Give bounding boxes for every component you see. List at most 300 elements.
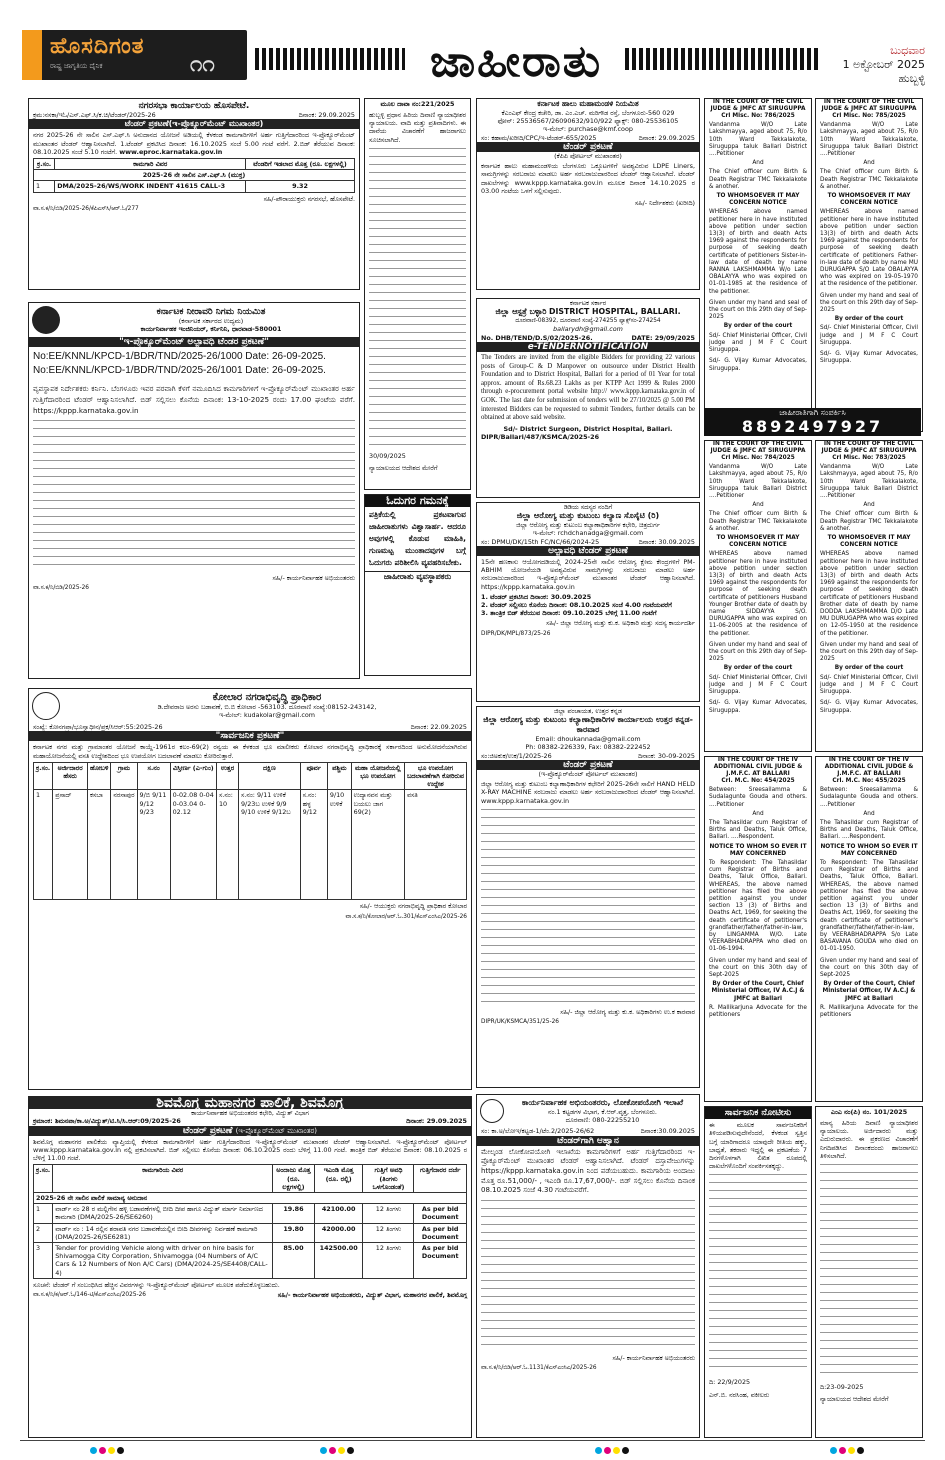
table-row [34,1204,467,1223]
ad-address: ಡಿ.ದೇವರಾಜ ಅರಸು ಬಡಾವಣೆ, ಬಿ.ಬಿ ಕೋಲಾರ -563103. ದೂರವಾಣಿ ಸಂಖ್ಯೆ:08152-243142, [157,702,377,711]
ad-body-continued [369,148,466,448]
ad-footer-row [29,1291,471,1299]
table-cell: ಸ.ನಂ: ಹಳ್ಳ 9/12 [300,790,327,900]
table-header: ಗುತ್ತಿಗೆದಾರರ ದರ್ಜೆ [414,1165,467,1193]
ad-date: ದಿನಾಂಕ:30.09.2025 [640,1127,695,1136]
table-header: ಕ್ರ.ಸಂ. [34,1165,53,1193]
ad-ref: ಸಂ: ಕಹಾಮ/ಖರೀದಿ/CPC/ಇ-ಟೆಂಡರ್-655/2025 [481,133,597,142]
black-dot-icon [622,1447,629,1454]
ad-sub: ಕಾರ್ಯನಿರ್ವಾಹಕ ಅಭಿಯಂತರರ ಕಛೇರಿ, ವಿದ್ಯುತ್ ವಿಭಾಗ [191,1109,309,1118]
parties: Vandanma W/O Late Lakshmayya, aged about 75, R/o 10th Ward Tekkalakote, Siruguppa taluk Ballari District ....Petitioner [820,122,918,158]
table-header: ಗ್ರಾಮ [111,762,137,790]
ad-email: ಇ-ಮೇಲ್: kudakolar@gmail.com [218,711,316,719]
parties: Vandanma W/O Late Lakshmayya, aged about 75, R/o 10th Ward Tekkalakote, Siruguppa taluk Ballari District ....Petitioner [709,122,807,158]
order-label: By order of the court [723,665,793,672]
table-cell: 12 ತಿಂಗಳು [363,1223,414,1242]
notice-date: Given under my hand and seal of the court on this 30th day of Sept-2025 [709,957,807,979]
table-row [34,1243,467,1279]
ad-table-wrap [29,158,359,193]
ad-hospet-municipal [28,98,360,290]
ad-footer: ವಾ.ಸ.ಕ/ನಿ/ಬಿಡಿ/2025-26/ಕೆಪಿಎಸ್‌ಸಿ/ಆರ್.ಓ/277 [33,205,139,212]
logo-tagline: ರಾಷ್ಟ್ರ ಜಾಗೃತಿಯ ದೈನಿಕ [50,62,103,70]
table-header: ವಿಸ್ತೀರ್ಣ (ಎ-ಗುಂ) [170,762,216,790]
and-label: And [863,160,875,167]
ad-email: ballarydh@gmail.com [553,325,623,334]
table-cell: Tender for providing Vehicle along with driver on hire basis for Shivamogga City Corporation, Shivamogga (04 Numbers of A/C Cars & 12 Numbers of Non A/C Cars) (DMA/2024-25/SE4408/CALL-4) [53,1243,273,1279]
ad-title: ಕರ್ನಾಟಕ ಹಾಲು ಮಹಾಮಂಡಳಿ ನಿಯಮಿತ [537,99,639,108]
ad-body: ಈ ಮೂಲಕ ಸಾರ್ವಜನಿಕರಿಗೆ ತಿಳಿಯಪಡಿಸುವುದೇನೆಂದರೆ, ಕೆಳಕಂಡ ಸ್ವತ್ತಿನ ಬಗ್ಗೆ ಯಾರಿಗಾದರೂ ಯಾವುದೇ ರೀತಿಯ ಹಕ್ಕು, ಬಾಧ್ಯತೆ, ತಕರಾರು ಇದ್ದಲ್ಲಿ ಈ ಪ್ರಕಟಣೆಯ 7 ದಿನಗಳೊಳಗಾಗಿ ಲಿಖಿತ ರೂಪದಲ್ಲಿ ದಾಖಲೆಗಳೊಂದಿಗೆ ಸಂಪರ್ಕಿಸತಕ್ಕದ್ದು. [709,1121,807,1171]
table-header: ಅರ್ಜಿದಾರರ ಹೆಸರು [53,762,88,790]
table-header: ಮಹಾ ಯೋಜನೆಯಲ್ಲಿ ಭೂ ಉಪಯೋಗ [351,762,404,790]
notice-body: WHEREAS above named petitioner here in have instituted above petition under section 13(3) of birth and death Acts 1969 against the respondents for purpose of seeking death certificate of petitioners Husband Brother date of death by name DODDA LAKSHMAMMA D/O Late MU DURUGAPPA who was expired on 12-05-1950 at the residence of the petitioner. [820,551,918,637]
ad-table [33,762,467,901]
page-title: ಜಾಹೀರಾತು [430,36,603,87]
table-cell: 42000.00 [314,1223,363,1242]
ad-header-row [29,303,359,337]
table-section: 2025-26 ನೇ ಸಾಲಿನ ಎಸ್.ಎಫ್.ಸಿ (ಮುಕ್ತ) [34,170,355,181]
ad-ballari-hospital [476,298,700,498]
table-cell: ಉದ್ಯಾನವನ ಮತ್ತು ಬಯಲು ಜಾಗ 69(2) [351,790,404,900]
ad-items [477,593,699,618]
magenta-dot-icon [99,1447,106,1454]
readers-notice-title: ಓದುಗರ ಗಮನಕ್ಕೆ [365,495,470,507]
ad-bar: ಟೆಂಡರ್ ಪ್ರಕಟಣೆ [477,142,699,152]
ad-footer: DIPR/UK/KSMCA/351/25-26 [481,1019,559,1026]
and-label: And [863,810,875,817]
ad-ref: ಸಂಖ್ಯೆ: ಕೋನಗಪ್ರಾ/ಭೂಸ್ವಾಧೀನ/ಪ್ರಕ/ಸಿಆರ್:55:2025-26 [33,723,163,731]
ad-title: ಜಿಲ್ಲಾ ಆಸ್ಪತ್ರೆ ಬಳ್ಳಾರಿ DISTRICT HOSPITAL, BALLARI. [495,307,681,317]
ad-sign: ಸಹಿ/-ಪೌರಾಯುಕ್ತರು ನಗರಸಭೆ, ಹೊಸಪೇಟೆ. [263,194,355,203]
court-notice [704,440,812,752]
respondent: The Tahasildar cum Registrar of Births and Deaths, Taluk Office, Ballari. ....Respondent. [709,820,807,841]
ad-phone: Ph: 08382-226339, Fax: 08382-222452 [525,743,651,752]
ad-email: Email: dhoukannada@gmail.com [535,735,641,744]
ad-ref: ಕ್ರಮ:ನಸಕಾ/ಇಓ/ಎಸ್.ಎಫ್.ಸಿ/ಕ.ಚಿ/ಟೆಂಡರ್/2025-26 [33,111,156,119]
table-header: ಗುತ್ತಿಗೆ ಅವಧಿ (ತಿಂಗಳು ಒಳಗೊಂಡಂತೆ) [363,1165,414,1193]
ad-gov: ಕರ್ನಾಟಕ ಸರ್ಕಾರ [569,299,607,307]
table-cell: ಕಸಬಾ [87,790,110,900]
table-header: ಹೋಬಳಿ [87,762,110,790]
court-notice [815,756,923,1102]
respondent: The Chief officer cum Birth & Death Registrar TMC Tekkalakote & another. [709,169,807,190]
ad-ref: ಸಂ:ಜಿಅಕುಕ/ಉಕ/1/2025-26 [481,751,552,760]
ad-sign: ಸಹಿ/- ಜಿಲ್ಲಾ ಆರೋಗ್ಯ ಮತ್ತು ಕು.ಕ. ಅಧಿಕಾರಿಗಳು ಉ.ಕ ಕಾರವಾರ [560,1007,695,1016]
and-label: And [863,502,875,509]
table-cell: 85.00 [273,1243,315,1279]
ad-sign: ಸಹಿ/- ಕಾರ್ಯನಿರ್ವಾಹಕ ಅಭಿಯಂತರರು [612,1353,695,1362]
notice-body: To Respondent: The Tahasildar cum Registrar of Births and Deaths, Taluk Office, Ballari. WHEREAS, the above named petitioner has filed the above petition against you under section 13 (3) of Births and Deaths Act, 1969, for seeking the death certificate of petitioner's grandfather/father/father-in-law, by LINGAMMA W/O. Late VEERABHADRAPPA who died on 01-06-1994. [709,860,807,953]
ad-kmf [476,98,700,290]
ad-body: ಕರ್ನಾಟಕ ಹಾಲು ಮಹಾಮಂಡಳಿಯ ಬೆಂಗಳೂರು ಒಕ್ಕೂಟಗಳಿಗೆ ಅವಶ್ಯವಿರುವ LDPE Liners, ಸಾಮಗ್ರಿಗಳನ್ನು ಸರಬರಾಜು ಮಾಡಲು ಅರ್ಹ ಸರಬರಾಜುದಾರರಿಂದ ಟೆಂಡರ್ ಆಹ್ವಾನಿಸಲಾಗಿದೆ. ಟೆಂಡರ್ ದಾಖಲೆಗಳನ್ನು www.kppp.karnataka.gov.in ಮೂಲಕ ದಿನಾಂಕ 14.10.2025 ರ 03.00 ಗಂಟೆಯ ಒಳಗೆ ಸಲ್ಲಿಸುವುದು. [481,162,695,195]
ad-sign: ನ್ಯಾಯಾಲಯದ ಆದೇಶದ ಮೇರೆಗೆ [820,1395,889,1404]
ad-health-uttara-kannada [476,706,700,1088]
ad-body-text: ನಗರ 2025-26 ನೇ ಸಾಲಿನ ಎಸ್.ಎಫ್.ಸಿ ಅನುದಾನದ ಯೋಜನೆ ಅಡಿಯಲ್ಲಿ ಕೆಳಕಂಡ ಕಾಮಗಾರಿಗಳಿಗೆ ಅರ್ಹ ಗುತ್ತಿಗೆದಾರರಿಂದ ಇ-ಪ್ರೊಕ್ಯೂರ್‌ಮೆಂಟ್ ಮುಖಾಂತರ ಟೆಂಡರ್ ಆಹ್ವಾನಿಸಲಾಗಿದೆ. 1.ಟೆಂಡರ್ ಪ್ರಕಟಿಸಿದ ದಿನಾಂಕ: 16.10.2025 ಸಂಜೆ 5.00 ಗಂಟೆ ವರೆಗೆ. 2.ಬಿಡ್ ತೆರೆಯುವ ದಿನಾಂಕ: 08.10.2025 ಸಂಜೆ 5.10 ಗಂಟೆಗೆ. [33,131,355,156]
emblem-icon [480,1099,504,1123]
cyan-dot-icon [595,1447,602,1454]
table-cell: 9/10 ಉಳಿಕೆ [327,790,351,900]
case-number: Crl Misc. No: 784/2025 [721,455,795,461]
table-header: ಕ್ರ.ಸಂ. [34,762,53,790]
case-number: Crl Misc. No: 786/2025 [721,113,795,119]
ad-footer: DIPR/Ballari/487/KSMCA/2025-26 [481,432,600,441]
ad-header: ಜಿಲ್ಲಾ ಪಂಚಾಯತ, ಉತ್ತರ ಕನ್ನಡ [554,707,622,715]
yellow-dot-icon [108,1447,115,1454]
and-label: And [752,502,764,509]
table-header: ಪೂರ್ವ [300,762,327,790]
notice-date: Given under my hand and seal of the court on this 30th day of Sept-2025 [820,957,918,979]
ad-court-notice [815,1106,923,1438]
ad-body-text: ವ್ಯವಸ್ಥಾಪಕ ನಿರ್ದೇಶಕರು ಕರ್ನಿನಿ. ಬೆಂಗಳೂರು ಇವರ ಪರವಾಗಿ ಕೆಳಗೆ ನಮೂದಿಸಿದ ಕಾಮಗಾರಿಗಳಿಗೆ ಇ-ಪ್ರೊಕ್ಯೂರ್‌ಮೆಂಟ್ ಮುಖಾಂತರ ಅರ್ಹ ಗುತ್ತಿಗೆದಾರರಿಂದ ಟೆಂಡರ್ ಆಹ್ವಾನಿಸಲಾಗಿದೆ. ಬಿಡ್ ಸಲ್ಲಿಸಲು ಕೊನೆಯ ದಿನಾಂಕ: 13-10-2025 ರಂದು 17.00 ಘಂಟೆಯ ವರೆಗೆ. [33,384,355,405]
ad-body-continued [709,1174,807,1374]
ad-pwd [476,1094,700,1438]
notice-body: WHEREAS above named petitioner here in have instituted above petition under section 13(3) of birth and death Acts 1969 against the respondents for purpose of seeking death certificate of petitioners Father-in-law date of death by name MU DURUGAPPA S/O Late OBALAYYA who was expired on 19-05-1970 at the residence of the petitioner. [820,209,918,288]
ad-bar: ಟೆಂಡರ್ ಪ್ರಕಟಣೆ [477,760,699,770]
ad-phone: ದೂರವಾಣಿ-08392, ದೂರವಾಣಿ ಸಂಖ್ಯೆ-274255 ಫ್ಯಾಕ್ಸ್‌ಸಂ-274254 [515,318,661,325]
notice-date: Given under my hand and seal of the court on this 29th day of Sep-2025 [709,299,807,321]
notice-date: Given under my hand and seal of the court on this 29th day of Sep-2025 [709,641,807,663]
table-cell: 1 [34,181,55,192]
notice-date: Given under my hand and seal of the court on this 29th day of Sep-2025 [820,292,918,314]
ad-ref: ಕ್ರಮಾಂಕ: ಶಿಮನಪಾ/ಕಾ.ಅ/ವಿದ್ಯುತ್/ಟಿ.ಸಿ/ಸಿ.ಆರ್:09/2025-26 [33,1117,181,1126]
logo-name: ಹೊಸದಿಗಂತ [50,34,145,59]
respondent: The Chief officer cum Birth & Death Registrar TMC Tekkalakote & another. [820,169,918,190]
table-cell: 19.80 [273,1223,315,1242]
parties: Vandanma W/O Late Lakshmayya, aged about 75, R/o 10th Ward Tekkalakote, Siruguppa taluk Ballari District ....Petitioner [709,464,807,500]
respondent: The Chief officer cum Birth & Death Registrar TMC Tekkalakote & another. [820,511,918,532]
ad-court-notice [364,98,471,490]
ad-ref: No. DHB/TEND/D.S/02/2025-26. [481,333,593,342]
ad-bar: ಟೆಂಡರ್ ಪ್ರಕಟಣೆ(ಇ-ಪ್ರೊಕ್ಯೂರ್‌ಮೆಂಟ್ ಮುಖಾಂತರ) [29,119,359,129]
ad-sign: ಸಹಿ/- ಆಯುಕ್ತರು ನಗರಾಭಿವೃದ್ಧಿ ಪ್ರಾಧಿಕಾರ ಕೋಲಾರ [359,902,467,911]
ad-body-continued [33,420,355,570]
cmyk-marks [320,1447,354,1454]
ad-sub: (ಕೆಪಿಪಿ ಪೋರ್ಟಲ್ ಮುಖಾಂತರ) [554,152,622,161]
order-label: By order of the court [834,316,904,323]
parties: Between: Sreesailamma & Sudalagunte Gouda and others. ....Petitioner [820,787,918,808]
ad-shivamogga [28,1096,472,1438]
ad-body: ಮಾನ್ಯ ಹಿರಿಯ ದಿವಾಣಿ ನ್ಯಾಯಾಧೀಶರ ನ್ಯಾಯಾಲಯ. ಅರ್ಜಿದಾರರು ಮತ್ತು ಎದುರುದಾರರು. ಈ ಪ್ರಕರಣದ ವಿಚಾರಣೆಗೆ ನಿಗದಿಪಡಿಸಿದ ದಿನಾಂಕದಂದು ಹಾಜರಾಗಲು ತಿಳಿಸಲಾಗಿದೆ. [820,1119,918,1160]
and-label: And [752,160,764,167]
ad-kpcl [28,302,360,679]
ad-bar-text: ಟೆಂಡರ್ ಪ್ರಕಟಣೆ [183,1125,233,1136]
court-notice [704,756,812,1102]
ad-title: ಸಾರ್ವಜನಿಕ ನೋಟೀಸು [705,1107,811,1119]
notice-body: To Respondent: The Tahasildar cum Registrar of Births and Deaths, Taluk Office, Ballari. WHEREAS, the above named petitioner has filed the above petition against you under section 13 (3) of Births and Deaths Act, 1969, for seeking the death certificate of petitioner's grandfather/father/father-in-law, by VEERABHADRAPPA S/o Late BASAVANA GOUDA who died on 01-01-1950. [820,860,918,953]
ad-table-wrap [29,762,471,901]
cmyk-marks [90,1447,124,1454]
ad-sign: Sd/- District Surgeon, District Hospital, Ballari. [503,424,673,433]
ad-ref-row [477,1127,699,1135]
yellow-dot-icon [613,1447,620,1454]
notice-title: TO WHOMSOEVER IT MAY CONCERN NOTICE [827,535,911,549]
respondent: The Chief officer cum Birth & Death Registrar TMC Tekkalakote & another. [709,511,807,532]
ad-body [29,129,359,158]
ad-ref-row [477,334,699,342]
advocate: Sd/- G. Vijay Kumar Advocates, Siruguppa. [820,351,918,365]
notice-title: TO WHOMSOEVER IT MAY CONCERN NOTICE [716,535,800,549]
ad-sign: ಸಹಿ/- ಜಿಲ್ಲಾ ಆರೋಗ್ಯ ಮತ್ತು ಕು.ಕ. ಅಧಿಕಾರಿ ಮತ್ತು ಸದಸ್ಯ ಕಾರ್ಯದರ್ಶಿ [546,619,695,628]
table-header: ಭೂ ಉಪಯೋಗ ಬದಲಾವಣೆಗಾಗಿ ಕೋರಿರುವ ಉದ್ದೇಶ [404,762,466,790]
table-row [34,1223,467,1242]
table-cell: ವಾರ್ಡ್ ನಂ : 14 ರಲ್ಲಿನ ಶರಾವತಿ ನಗರ ಬಡಾವಣೆಯಲ್ಲಿನ ಬೀದಿ ದೀಪಗಳನ್ನು ನಿರ್ವಹಣೆ ಕಾಮಗಾರಿ (DMA/2025-26/SE6281) [53,1223,273,1242]
ad-title: ಕಾರ್ಯನಿರ್ವಾಹಕ ಅಭಿಯಂತರರು, ಲೋಕೋಪಯೋಗಿ ಇಲಾಖೆ [521,1098,684,1107]
table-cell: ಸ.ನಂ: 10 [216,790,238,900]
table-cell: 12 ತಿಂಗಳು [363,1204,414,1223]
ad-sign: ಸಹಿ/- ಕಾರ್ಯನಿರ್ವಾಹಕ ಅಭಿಯಂತರರು [272,574,355,583]
table-cell: 19.86 [273,1204,315,1223]
ad-date: ದಿನಾಂಕ: 30-09-2025 [638,751,695,760]
ad-date: ದಿ: 22/9/2025 [709,1378,751,1387]
advocate: Sd/- G. Vijay Kumar Advocates, Siruguppa. [820,700,918,714]
case-number: Crl. M.C. No: 454/2025 [721,778,795,784]
list-item: 3. ತಾಂತ್ರಿಕ ಬಿಡ್ ತೆರೆಯುವ ದಿನಾಂಕ: 09.10.2025 ಬೆಳಿಗ್ಗೆ 11.00 ಗಂಟೆಗೆ [481,609,657,618]
table-cell: 1 [34,790,53,900]
ad-body [29,381,359,418]
notice-date: Given under my hand and seal of the court on this 29th day of Sep-2025 [820,641,918,663]
advocate: Sd/- G. Vijay Kumar Advocates, Siruguppa. [709,358,807,372]
ad-sub: (ಇ-ಪ್ರೊಕ್ಯೂರ್‌ಮೆಂಟ್ ಪೋರ್ಟಲ್ ಮುಖಾಂತರ) [538,770,638,779]
ad-ref: ಸಂ: ಕಾ.ಅ/ಲೋಇ/ಕಟ್ಟಡ-1/ಟೆಂ.2/2025-26/62 [481,1127,595,1136]
court-name: IN THE COURT OF THE CIVIL JUDGE & JMFC AT SIRUGUPPA [710,441,806,454]
table-cell: 42100.00 [314,1204,363,1223]
ad-ref-row [29,111,359,119]
ad-bar-sub: (ಇ-ಪ್ರೊಕ್ಯೂರ್‌ಮೆಂಟ್ ಮುಖಾಂತರ) [235,1126,317,1135]
court-name: IN THE COURT OF THE CIVIL JUDGE & JMFC AT SIRUGUPPA [821,441,917,454]
and-label: And [752,810,764,817]
court-notice [704,98,812,432]
table-cell: ಪ್ರಸಾದ್ [53,790,88,900]
ad-sign: ಎನ್.ಬಿ. ನರಸಿಂಹ, ವಕೀಲರು [709,1390,770,1399]
ad-footer: ವಾ.ಸ.ಕ/ನಿ/ಕ/ಆರ್.ಓ/146-ಟಿ/ಕೆಎಸ್‌ಎಂಸಿಎ/2025-26 [33,1292,146,1299]
cyan-dot-icon [320,1447,327,1454]
ad-body-continued [820,1164,918,1379]
ad-title: ನಗರಸಭಾ ಕಾರ್ಯಾಲಯ ಹೊಸಪೇಟೆ. [138,101,250,111]
table-cell: As per bid Document [414,1204,467,1223]
court-name: IN THE COURT OF THE CIVIL JUDGE & JMFC AT SIRUGUPPA [821,99,917,112]
table-cell: ವಾರ್ಡ್ ನಂ 28 ರ ಮಲ್ಲಿಗೇನ ಹಳ್ಳಿ ಬಡಾವಣೆಗಳಲ್ಲಿ ಬೀದಿ ದೀಪ ಹಾಗೂ ವಿದ್ಯುತ್ ಮಾರ್ಗ ನಿರ್ಮಾಣದ ಕಾಮಗಾರಿ (DMA/2025-26/SE6260) [53,1204,273,1223]
footer-rule [20,1440,925,1441]
ad-header: ಡಿಡಿಯ ಸದಸ್ಯರ ನಂದಿಗೆ [563,503,613,511]
readers-notice-body: ಪತ್ರಿಕೆಯಲ್ಲಿ ಪ್ರಕಟವಾಗುವ ಜಾಹೀರಾತುಗಳು ವಿಶ್ವಾಸಾರ್ಹ. ಆದರೂ ಅವುಗಳಲ್ಲಿ ಕೊಡುವ ಮಾಹಿತಿ, ಗುಣಮಟ್ಟ ಮುಂತಾದವುಗಳ ಬಗ್ಗೆ ಓದುಗರು ಪರಿಶೀಲಿಸಿ ವ್ಯವಹರಿಸಬೇಕು. [369,510,466,568]
ad-email: ಇ-ಮೇಲ್: purchase@kmf.coop [543,125,633,134]
ad-date: ದಿನಾಂಕ: 29.09.2025 [406,1117,467,1126]
ad-body-continued [481,809,695,1004]
logo-accent [22,30,42,80]
notice-body: WHEREAS above named petitioner here in have instituted above petition under section 13(3) of birth and death Acts 1969 against the respondents for purpose of seeking death certificate of petitioners Sister-in-law date of death by name RANNA LAKSHMAMMA W/o Late OBALAYYA who was expired on 01-01-1985 at the residence of the petitioner. [709,209,807,295]
ad-table [33,158,355,193]
ad-kolar [28,688,472,1090]
table-cell: As per bid Document [414,1223,467,1242]
ad-ref: ಸಂ: DPMU/DK/15th FC/NC/66/2024-25 [481,537,600,546]
ad-bar [29,1126,471,1136]
notice-title: TO WHOMSOEVER IT MAY CONCERN NOTICE [827,193,911,207]
black-dot-icon [347,1447,354,1454]
cyan-dot-icon [90,1447,97,1454]
ad-contact-number: 8892497927 [741,417,884,436]
ad-body: ಮೇಲ್ಕಂಡ ಲೋಕೋಪಯೋಗಿ ಇಲಾಖೆಯ ಕಾಮಗಾರಿಗಳಿಗೆ ಅರ್ಹ ಗುತ್ತಿಗೆದಾರರಿಂದ ಇ-ಪ್ರೊಕ್ಯೂರ್‌ಮೆಂಟ್ ಮುಖಾಂತರ ಟೆಂಡರ್ ಆಹ್ವಾನಿಸಲಾಗಿದೆ. ಟೆಂಡರ್ ದಸ್ತಾವೇಜುಗಳನ್ನು https://kppp.karnataka.gov.in ನಿಂದ ಪಡೆಯಬಹುದು. ಕಾಮಗಾರಿಯ ಅಂದಾಜು ಮೊತ್ತ ರೂ.51,000/- , ಇಎಂಡಿ ರೂ.17,67,000/-. ಬಿಡ್ ಸಲ್ಲಿಸಲು ಕೊನೆಯ ದಿನಾಂಕ 08.10.2025 ಸಂಜೆ 4.30 ಗಂಟೆಯವರೆಗೆ. [481,1147,695,1195]
ad-ref: No:EE/KNNL/KPCD-1/BDR/TND/2025-26/1001 Date: 26-09-2025. [33,365,326,377]
ad-contact-banner [704,408,921,436]
notice-sign: Sd/- Chief Ministerial Officer, Civil judge and J M F C Court Siruguppa. [820,325,918,346]
ad-address: ಜಿಲ್ಲಾ ಆರೋಗ್ಯ ಮತ್ತು ಕುಟುಂಬ ಕಲ್ಯಾಣಾಧಿಕಾರಿಗಳ ಕಛೇರಿ, ಚಿತ್ರದುರ್ಗ [516,521,660,530]
ad-table [33,1164,467,1278]
court-notice [815,98,923,432]
table-cell: 9.32 [246,181,355,192]
ad-bar: "ಸಾರ್ವಜನಿಕ ಪ್ರಕಟಣೆ" [29,731,471,741]
ad-ref-row [477,752,699,760]
yellow-dot-icon [338,1447,345,1454]
list-item: 2. ಟೆಂಡರ್ ಸಲ್ಲಿಸಲು ಕೊನೆಯ ದಿನಾಂಕ: 08.10.2025 ಸಂಜೆ 4.00 ಗಂಟೆಯವರೆಗೆ [481,601,672,610]
ad-sign: ಸಹಿ/- ಕಾರ್ಯನಿರ್ವಾಹಕ ಅಭಿಯಂತರರು, ವಿದ್ಯುತ್ ವಿಭಾಗ, ಮಹಾನಗರ ಪಾಲಿಕೆ, ಶಿವಮೊಗ್ಗ [277,1291,467,1300]
ad-website: www.eproc.karnataka.gov.in [119,147,223,156]
table-cell: 2 [34,1223,53,1242]
table-header: ಟೆಂಡರಿಗೆ ಇಡಲಾದ ಮೊತ್ತ (ರೂ. ಲಕ್ಷಗಳಲ್ಲಿ) [246,159,355,170]
order-label: By order of the court [723,323,793,330]
ad-body: ಶಿವಮೊಗ್ಗ ಮಹಾನಗರ ಪಾಲಿಕೆಯ ವ್ಯಾಪ್ತಿಯಲ್ಲಿ ಕೆಳಕಂಡ ಕಾಮಗಾರಿಗಳಿಗೆ ಅರ್ಹ ಗುತ್ತಿಗೆದಾರರಿಂದ ಇ-ಪ್ರೊಕ್ಯೂರ್‌ಮೆಂಟ್ ಮುಖಾಂತರ ಟೆಂಡರ್ ಆಹ್ವಾನಿಸಲಾಗಿದೆ. ಇ-ಪ್ರೊಕ್ಯೂರ್‌ಮೆಂಟ್ ಪೋರ್ಟಲ್ www.kppp.karnataka.gov.in ನಲ್ಲಿ ಪ್ರಕಟಿಸಲಾಗಿದೆ. ಬಿಡ್ ಸಲ್ಲಿಸಲು ಕೊನೆಯ ದಿನಾಂಕ: 06.10.2025 ರಂದು ಬೆಳಿಗ್ಗೆ 11.00 ಗಂಟೆ. ತಾಂತ್ರಿಕ ಬಿಡ್ ತೆರೆಯುವ ದಿನಾಂಕ: 08.10.2025 ರ ಬೆಳಿಗ್ಗೆ 11.00 ಗಂಟೆ. [33,1137,467,1163]
table-header: ಕ್ರ.ಸಂ. [34,159,55,170]
ad-body: 15ನೇ ಹಣಕಾಸು ಆಯೋಗದಡಿಯಲ್ಲಿ 2024-25ನೇ ಸಾಲಿನ ಆರೋಗ್ಯ ಕ್ಷೇಮ ಕೇಂದ್ರಗಳಿಗೆ PM-ABHIM ಯೋಜನೆಯಡಿ ಅವಶ್ಯವಿರುವ ಸಾಮಗ್ರಿಗಳನ್ನು ಸರಬರಾಜು ಮಾಡಲು ಅರ್ಹ ಸರಬರಾಜುದಾರರಿಂದ ಇ-ಪ್ರೊಕ್ಯೂರ್‌ಮೆಂಟ್ ಮುಖಾಂತರ ಟೆಂಡರ್ ಆಹ್ವಾನಿಸಲಾಗಿದೆ. https://kppp.karnataka.gov.in [481,558,695,591]
ad-note: ಸೂಚನೆ: ಟೆಂಡರ್ ಗೆ ಸಂಬಂಧಿಸಿದ ಹೆಚ್ಚಿನ ವಿವರಗಳನ್ನು ಇ-ಪ್ರೊಕ್ಯೂರ್‌ಮೆಂಟ್ ಪೋರ್ಟಲ್ ಮೂಲಕ ಪಡೆದುಕೊಳ್ಳಬಹುದು. [33,1280,280,1289]
case-number: Crl Misc. No: 785/2025 [832,113,906,119]
city-label: ಹುಬ್ಬಳ್ಳಿ [898,72,925,85]
decorative-bars [625,48,820,70]
ad-bar: e-TENDERNOTIFICATION [477,342,699,352]
ad-sign: ನ್ಯಾಯಾಲಯದ ಆದೇಶದ ಮೇರೆಗೆ [369,464,438,473]
ad-table-wrap [29,1164,471,1278]
ad-bar: "ಇ-ಪ್ರೊಕ್ಯೂರ್‌ಮೆಂಟ್ ಅಲ್ಪಾವಧಿ ಟೆಂಡರ ಪ್ರಕಟಣೆ" [29,337,359,347]
ad-footer: ವಾ.ಸ.ಕ/ನಿ/ಕೋಲಾರ/ಆರ್.ಓ.301/ಕೆಎಸ್‌ಎಂಸಿಎ/2025-26 [345,913,467,920]
ad-refs [29,347,359,381]
ad-body: ಜಿಲ್ಲಾ ಆರೋಗ್ಯ ಮತ್ತು ಕುಟುಂಬ ಕಲ್ಯಾಣಾಧಿಕಾರಿಗಳ ಕಛೇರಿಗೆ 2025-26ನೇ ಸಾಲಿಗೆ HAND HELD X-RAY MACHINE ಸರಬರಾಜು ಮಾಡಲು ಅರ್ಹ ಸರಬರಾಜುದಾರರಿಂದ ಟೆಂಡರ್ ಆಹ್ವಾನಿಸಲಾಗಿದೆ. www.kppp.karnataka.gov.in [481,780,695,805]
yellow-dot-icon [848,1447,855,1454]
court-name: IN THE COURT OF THE CIVIL JUDGE & JMFC AT SIRUGUPPA [710,99,806,112]
ad-header-row [29,689,471,723]
table-header: ಉತ್ತರ [216,762,238,790]
ad-case: ಮೂಲ ದಾವಾ ನಂ:221/2025 [380,100,455,108]
table-header: ದಕ್ಷಿಣ [238,762,300,790]
ad-title: ಕೋಲಾರ ನಗರಾಭಿವೃದ್ಧಿ ಪ್ರಾಧಿಕಾರ [212,691,322,703]
ad-case: ಎಂಎ ನಂ(ಪಿ) ನಂ. 101/2025 [830,1108,908,1116]
table-header: ಅಂದಾಜು ಮೊತ್ತ (ರೂ. ಲಕ್ಷಗಳಲ್ಲಿ) [273,1165,315,1193]
decorative-bars [255,48,405,70]
ad-date: ದಿನಾಂಕ: 29.09.2025 [638,133,695,142]
court-name: IN THE COURT OF THE IV ADDITIONAL CIVIL JUDGE & J.M.F.C. AT BALLARI [713,757,803,777]
notice-sign: Sd/- Chief Ministerial Officer, Civil judge and J M F C Court Siruguppa. [820,674,918,696]
ad-address: ಕೆಎಂಎಫ್ ಕೇಂದ್ರ ಕಚೇರಿ, ಡಾ. ಎಂ.ಎಚ್. ಮರಿಗೌಡ ರಸ್ತೆ, ಬೆಂಗಳೂರು-560 029 [501,109,675,117]
notice-title: NOTICE TO WHOM SO EVER IT MAY CONCERNED [709,843,807,857]
ad-ref-row [477,134,699,142]
date-block [830,44,925,86]
table-header: ಕಾಮಗಾರಿಯ ವಿವರ [53,1165,273,1193]
table-row [34,181,355,192]
table-cell: 12 ತಿಂಗಳು [363,1243,414,1279]
ad-ref-row [477,538,699,546]
parties: Between: Sreesailamma & Sudalagunte Gouda and others. ....Petitioner [709,787,807,808]
ad-contact-label: ಜಾಹೀರಾತಿಗಾಗಿ ಸಂಪರ್ಕಿಸಿ [779,408,846,417]
organization-logo-icon [32,306,60,334]
magenta-dot-icon [839,1447,846,1454]
ad-title: ಕರ್ನಾಟಕ ನೀರಾವರಿ ನಿಗಮ ನಿಯಮಿತ [156,306,266,317]
table-cell: 3 [34,1243,53,1279]
table-cell: 0-02.08 0-04 0-03.04 0-02.12 [170,790,216,900]
table-cell: ನರಸಾಪುರ [111,790,137,900]
magenta-dot-icon [604,1447,611,1454]
advocate: Sd/- G. Vijay Kumar Advocates, Siruguppa. [709,700,807,714]
ad-public-notice [704,1106,812,1438]
table-section: 2025-26 ನೇ ಸಾಲಿನ ಪಾಲಿಕೆ ಸಾಮಾನ್ಯ ಅನುದಾನ [34,1193,467,1204]
ad-date: ದಿನಾಂಕ: 22.09.2025 [410,723,467,731]
respondent: The Tahasildar cum Registrar of Births and Deaths, Taluk Office, Ballari. ....Respondent. [820,820,918,841]
ad-ref-row [29,723,471,731]
table-header: ಕಾಮಗಾರಿ ವಿವರ [55,159,246,170]
ad-date: ದಿನಾಂಕ: 29.09.2025 [298,111,355,119]
notice-body: WHEREAS above named petitioner here in have instituted above petition under section 13(3) of birth and death Acts 1969 against the respondents for purpose of seeking death certificate of petitioners Husband Younger Brother date of death by name SIDDAYYA S/O. DURUGAPPA who was expired on 11-06-2005 at the residence of the petitioner. [709,551,807,637]
order-label: By order of the court [834,665,904,672]
date-label: 1 ಅಕ್ಟೋಬರ್ 2025 [842,58,925,71]
notice-title: NOTICE TO WHOM SO EVER IT MAY CONCERNED [820,843,918,857]
ad-title: ಜಿಲ್ಲಾ ಆರೋಗ್ಯ ಮತ್ತು ಕುಟುಂಬ ಕಲ್ಯಾಣಾಧಿಕಾರಿಗಳ ಕಾರ್ಯಾಲಯ ಉತ್ತರ ಕನ್ನಡ-ಕಾರವಾರ [483,715,693,735]
ad-ref: No:EE/KNNL/KPCD-1/BDR/TND/2025-26/1000 Date: 26-09-2025. [33,351,326,363]
table-row [34,790,467,900]
order-label: By Order of the Court, Chief Ministerial Officer, IV A.C.J & JMFC at Ballari [711,981,805,1002]
ad-email: ಇ-ಮೇಲ್: rchdchanadga@gmail.com [532,529,644,538]
table-cell: 1 [34,1204,53,1223]
ad-footer: DIPR/DK/MPL/873/25-26 [481,630,551,637]
ad-date: ದಿನಾಂಕ: 30.09.2025 [638,537,695,546]
ad-footer: ವಾ.ಸ.ಕ/ನಿ/ಬಿಡಿ/2025-26 [33,585,89,592]
notice-title: TO WHOMSOEVER IT MAY CONCERN NOTICE [716,193,800,207]
black-dot-icon [857,1447,864,1454]
notice-sign: Sd/- Chief Ministerial Officer, Civil judge and J M F C Court Siruguppa. [709,674,807,696]
case-number: Crl Misc. No: 783/2025 [832,455,906,461]
ad-date: ದಿ:23-09-2025 [820,1383,864,1392]
ad-body-continued [481,1200,695,1350]
cmyk-marks [830,1447,864,1454]
ad-bar: ಟೆಂಡರ್‌ಗಾಗಿ ಆಹ್ವಾನ [477,1136,699,1146]
ad-phone: ಫೋನ್: 25536567/26090632/910/922 ಫ್ಯಾಕ್ಸ್: 080-25536105 [497,117,679,126]
ad-sign: ಸಹಿ/- ನಿರ್ದೇಶಕರು (ಖರೀದಿ) [634,199,695,208]
advocate: R. Mallikarjuna Advocate for the petitioners [709,1004,807,1019]
ad-readers-notice [364,494,471,676]
table-cell: DMA/2025-26/WS/WORK INDENT 41615 CALL-3 [55,181,246,192]
ad-office: ಕಾರ್ಯನಿರ್ವಾಹಕ ಇಂಜಿನಿಯರ್, ಕರ್ನಿನಿನಿ, ಧಾರವಾಡ-580001 [140,325,282,333]
advocate: R. Mallikarjuna Advocate for the petitioners [820,1004,918,1019]
table-cell: ವಸತಿ [404,790,466,900]
ad-phone: ದೂರವಾಣಿ: 080-22255210 [565,1116,640,1125]
ad-address: ನಂ.1 ಕಟ್ಟಡಗಳ ವಿಭಾಗ, ಕೆ.ಆರ್.ವೃತ್ತ, ಬೆಂಗಳೂರು. [548,1108,657,1116]
table-cell: As per bid Document [414,1243,467,1279]
case-number: Crl. M.C. No: 455/2025 [832,778,906,784]
ad-ref-row [29,1117,471,1125]
ad-body: The Tenders are invited from the eligible Bidders for providing 22 various posts of Group-C & D Manpower on outsource under District Health Foundation and to District Hospital, Ballari for a period of 01 Year for total approx. amount of Rs.68.23 Lakhs as per KTPP Act 1999 & Rules 2000 through e-procurement portal website http:// www.kppp.karnataka.gov.in of GOK. The last date for submission of tenders will be 27/10/2025 @ 5.00 PM interested Bidders can be requested to submit Tenders, further details can be obtained at above said website. [481,354,695,422]
table-header: ಇಎಂಡಿ ಮೊತ್ತ (ರೂ. ರಲ್ಲಿ) [314,1165,363,1193]
ad-bar: ಅಲ್ಪಾವಧಿ ಟೆಂಡರ್ ಪ್ರಕಟಣೆ [477,546,699,556]
cyan-dot-icon [830,1447,837,1454]
notice-sign: Sd/- Chief Ministerial Officer, Civil judge and J M F C Court Siruguppa. [709,332,807,354]
edition-number: ೧೧ [190,52,215,77]
ad-subtitle: (ಕರ್ನಾಟಕ ಸರ್ಕಾರದ ಉದ್ಯಮ) [178,316,244,325]
ad-title: ಶಿವಮೊಗ್ಗ ಮಹಾನಗರ ಪಾಲಿಕೆ, ಶಿವಮೊಗ್ಗ [29,1097,471,1109]
ad-footer: ವಾ.ಸ.ಕ/ನಿ/ಬಿಡಿ/ಆರ್.ಓ.1131/ಕೆಎಸ್‌ಎಂಸಿಎ/2025-26 [481,1364,597,1371]
ad-health-chitradurga [476,502,700,702]
order-label: By Order of the Court, Chief Ministerial Officer, IV A.C.J & JMFC at Ballari [822,981,916,1002]
parties: Vandanma W/O Late Lakshmayya, aged about 75, R/o 10th Ward Tekkalakote, Siruguppa taluk Ballari District ....Petitioner [820,464,918,500]
court-name: IN THE COURT OF THE IV ADDITIONAL CIVIL JUDGE & J.M.F.C. AT BALLARI [824,757,914,777]
day-label: ಬುಧವಾರ [890,44,925,57]
ad-website: https://kppp.karnataka.gov.in [33,406,139,416]
table-cell: ಸ.ನಂ: 9/11 ಉಳಿಕೆ 9/23ಬ ಉಳಿಕೆ 9/9 9/10 ಉಳಿಕೆ 9/12ಬ [238,790,300,900]
table-header: ಪಶ್ಚಿಮ [327,762,351,790]
